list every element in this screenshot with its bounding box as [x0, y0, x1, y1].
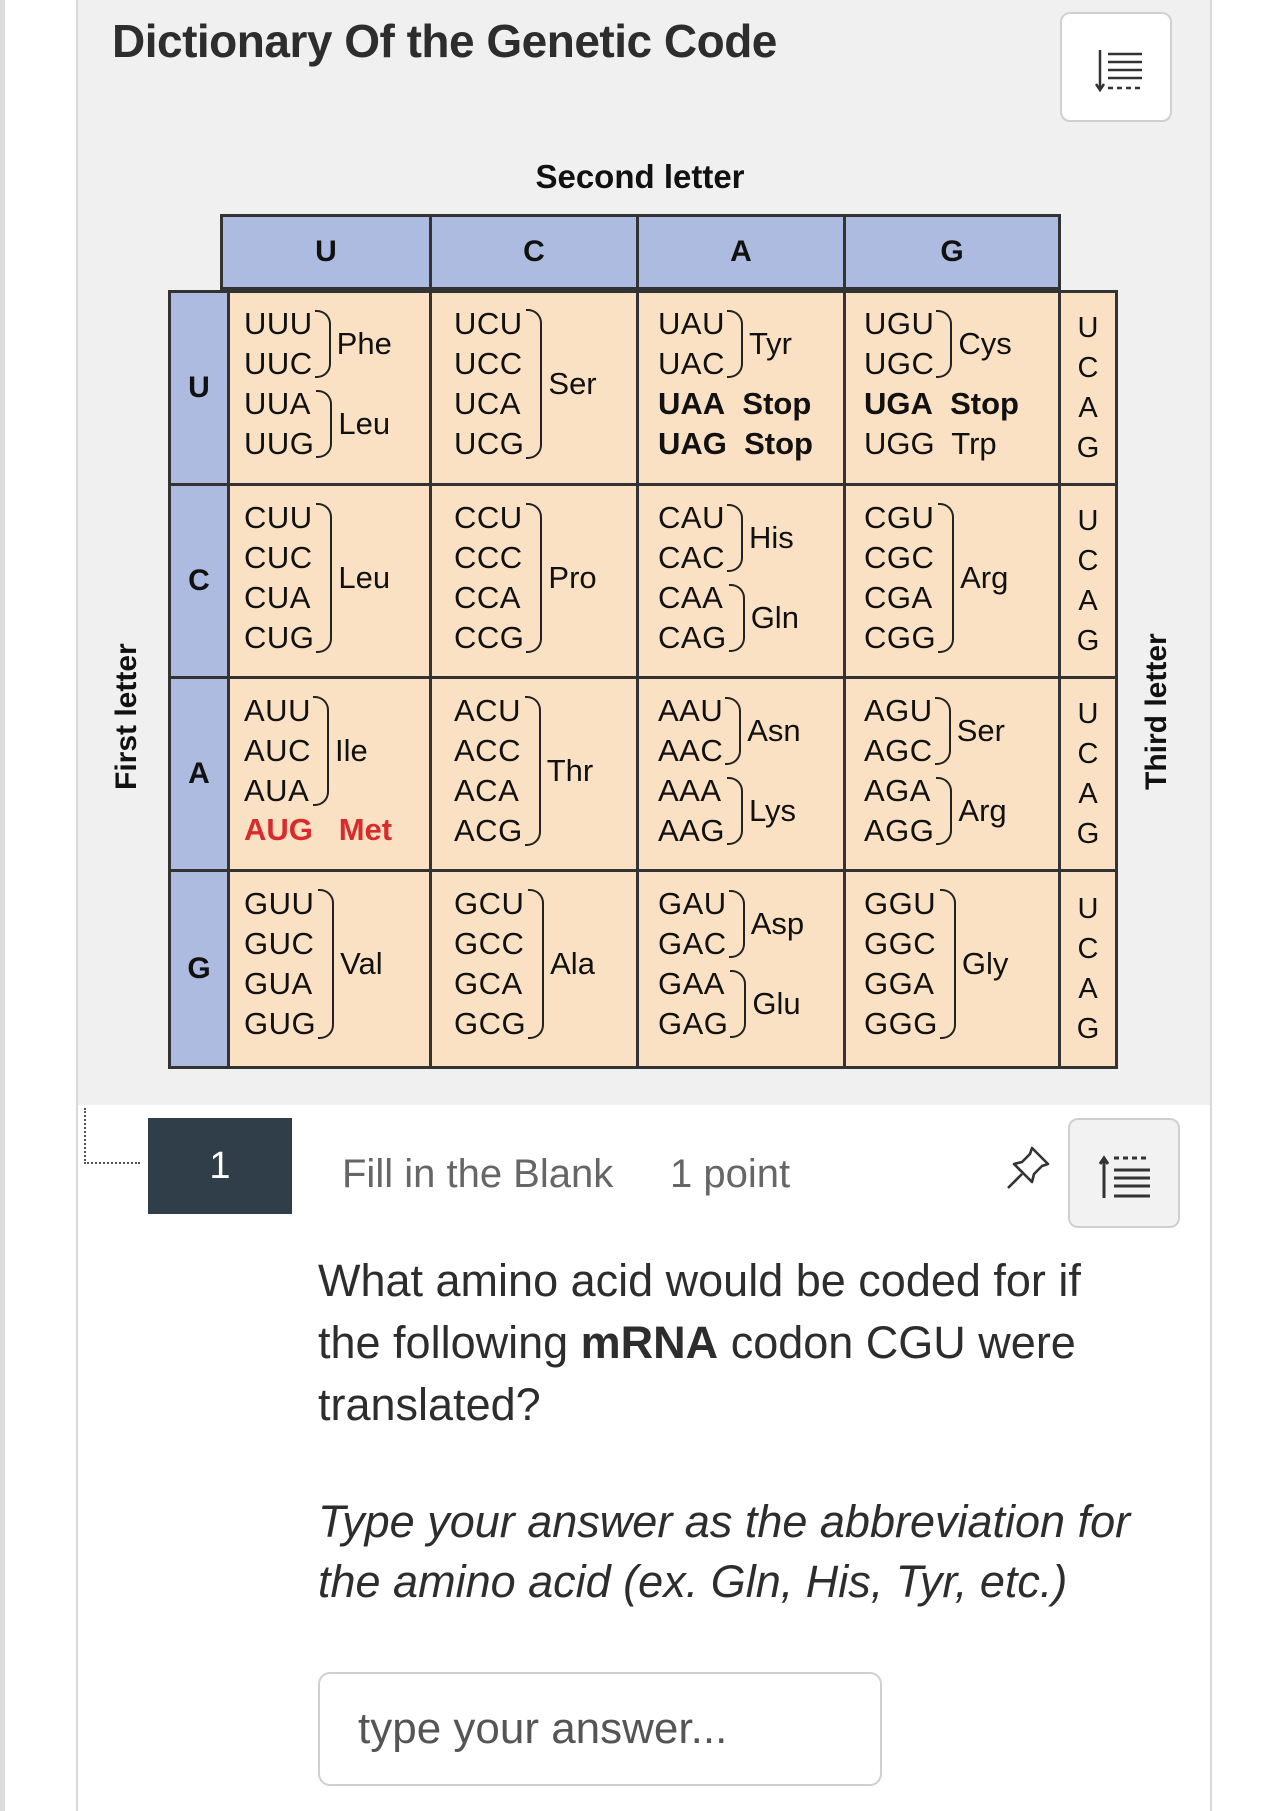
- column-header-u: U: [220, 214, 432, 290]
- codon-group-ile: [244, 691, 368, 811]
- brace: [526, 503, 542, 653]
- codon: UGC: [864, 346, 935, 381]
- codon: GAU: [658, 886, 727, 921]
- codon: CAG: [658, 620, 727, 655]
- amino-acid: Ser: [956, 713, 1005, 748]
- codon-group-pro: [454, 498, 597, 658]
- row-header-g: G: [168, 869, 230, 1069]
- amino-acid: Phe: [336, 326, 392, 361]
- codon: GGG: [864, 1006, 938, 1041]
- question-text-part: codon CGU were translated?: [318, 1317, 1076, 1430]
- codon-group-cys: [864, 304, 1012, 384]
- stop-codon-uga: [864, 386, 1019, 422]
- brace: [729, 584, 745, 652]
- second-letter-label: Second letter: [535, 158, 745, 195]
- codon-group-leu-c: [244, 498, 390, 658]
- codon: CCC: [454, 540, 523, 575]
- codon: GUU: [244, 886, 315, 921]
- codon: CGA: [864, 580, 933, 615]
- third-letter: C: [1077, 933, 1099, 965]
- codon: GGU: [864, 886, 937, 921]
- codon: ACU: [454, 693, 521, 728]
- codon-group-phe: [244, 304, 392, 384]
- codon: AAA: [658, 773, 722, 808]
- codon-group-ser-ag: [864, 691, 1005, 771]
- amino-acid: Ala: [550, 946, 595, 981]
- third-letter-label: Third letter: [1140, 633, 1173, 790]
- question-points: 1 point: [670, 1152, 791, 1196]
- codon: CAU: [658, 500, 725, 535]
- pin-icon: [1000, 1140, 1056, 1196]
- codon: GUG: [244, 1006, 317, 1041]
- codon: CGC: [864, 540, 935, 575]
- codon-group-his: [658, 498, 794, 578]
- codon: CAC: [658, 540, 725, 575]
- brace: [936, 777, 952, 845]
- third-letter: G: [1076, 625, 1100, 657]
- codon: UCG: [454, 426, 525, 461]
- codon: CCU: [454, 500, 523, 535]
- third-letter: A: [1078, 973, 1098, 1005]
- codon: GCG: [454, 1006, 527, 1041]
- codon: AGG: [864, 813, 935, 848]
- codon: UUA: [244, 386, 311, 421]
- codon: UUG: [244, 426, 315, 461]
- codon: AAG: [658, 813, 725, 848]
- third-letter: A: [1078, 392, 1098, 424]
- codon-group-glu: [658, 964, 801, 1044]
- codon: GAA: [658, 966, 725, 1001]
- codon: GCC: [454, 926, 525, 961]
- stop-codon-uag: [658, 426, 813, 462]
- codon: CCA: [454, 580, 521, 615]
- question-text-part: What amino acid would be coded for if the following: [318, 1255, 1081, 1368]
- codon: ACC: [454, 733, 521, 768]
- brace: [730, 970, 746, 1038]
- brace: [938, 503, 954, 653]
- third-letter-column-g: [1058, 869, 1118, 1069]
- third-letter: A: [1078, 778, 1098, 810]
- amino-acid: Pro: [548, 560, 597, 595]
- amino-acid: Leu: [338, 406, 391, 441]
- third-letter: U: [1077, 698, 1099, 730]
- brace: [936, 310, 952, 378]
- codon-group-tyr: [658, 304, 792, 384]
- brace: [315, 310, 331, 378]
- codon: GUC: [244, 926, 315, 961]
- codon: ACG: [454, 813, 523, 848]
- question-text: [318, 1250, 1148, 1436]
- codon-group-arg: [864, 498, 1008, 658]
- codon: GGA: [864, 966, 935, 1001]
- codon-group-lys: [658, 771, 796, 851]
- codon-group-asp: [658, 884, 804, 964]
- codon: GAG: [658, 1006, 729, 1041]
- third-letter: U: [1077, 505, 1099, 537]
- brace: [727, 504, 743, 572]
- third-letter: C: [1077, 545, 1099, 577]
- codon: UUU: [244, 306, 313, 341]
- codon-group-leu: [244, 384, 390, 464]
- third-letter-column-a: [1058, 676, 1118, 872]
- brace: [526, 309, 542, 459]
- codon: UGU: [864, 306, 935, 341]
- amino-acid: His: [748, 520, 794, 555]
- codon: GCU: [454, 886, 525, 921]
- amino-acid: Tyr: [748, 326, 793, 361]
- amino-acid: Stop: [744, 426, 813, 461]
- third-letter-column-c: [1058, 483, 1118, 679]
- codon: UAA: [658, 386, 726, 421]
- third-letter: A: [1078, 585, 1098, 617]
- amino-acid: Arg: [958, 793, 1007, 828]
- amino-acid: Leu: [338, 560, 391, 595]
- amino-acid: Thr: [546, 753, 594, 788]
- codon: ACA: [454, 773, 520, 808]
- third-letter: U: [1077, 893, 1099, 925]
- codon-ugg-trp: [864, 426, 997, 462]
- third-letter: G: [1076, 1013, 1100, 1045]
- question-text-bold: mRNA: [580, 1317, 719, 1368]
- brace: [313, 696, 329, 806]
- third-letter: G: [1076, 818, 1100, 850]
- codon: UAU: [658, 306, 725, 341]
- codon: AGU: [864, 693, 933, 728]
- amino-acid: Lys: [748, 793, 797, 828]
- codon-group-ala: [454, 884, 595, 1044]
- amino-acid: Arg: [960, 560, 1009, 595]
- amino-acid: Val: [340, 946, 383, 981]
- column-header-c: C: [429, 214, 639, 290]
- brace: [525, 696, 541, 846]
- question-type: Fill in the Blank: [342, 1152, 614, 1196]
- row-header-a: A: [168, 676, 230, 872]
- codon: AAC: [658, 733, 724, 768]
- third-letter: C: [1077, 738, 1099, 770]
- amino-acid: Asn: [747, 713, 801, 748]
- amino-acid: Met: [338, 812, 393, 847]
- codon: CGG: [864, 620, 937, 655]
- stop-codon-uaa: [658, 386, 811, 422]
- codon: CAA: [658, 580, 724, 615]
- answer-input[interactable]: [318, 1672, 882, 1786]
- third-letter: U: [1077, 312, 1099, 344]
- brace: [316, 503, 332, 653]
- codon: UGA: [864, 386, 933, 421]
- brace: [725, 697, 741, 765]
- codon: UCA: [454, 386, 521, 421]
- codon: AUA: [244, 773, 310, 808]
- amino-acid: Glu: [752, 986, 801, 1021]
- amino-acid: Trp: [951, 426, 997, 461]
- third-letter: G: [1076, 432, 1100, 464]
- codon: AUG: [244, 812, 313, 847]
- codon-group-asn: [658, 691, 801, 771]
- row-header-u: U: [168, 290, 230, 486]
- codon-group-arg-ag: [864, 771, 1007, 851]
- codon: AGC: [864, 733, 933, 768]
- brace: [729, 890, 745, 958]
- amino-acid: Cys: [958, 326, 1012, 361]
- codon: CUU: [244, 500, 313, 535]
- amino-acid: Asp: [750, 906, 805, 941]
- codon: GCA: [454, 966, 523, 1001]
- codon: GAC: [658, 926, 727, 961]
- list-icon: [1070, 1120, 1178, 1226]
- column-header-g: G: [843, 214, 1061, 290]
- codon: UCU: [454, 306, 523, 341]
- codon: AAU: [658, 693, 724, 728]
- codon: GUA: [244, 966, 313, 1001]
- codon: AUC: [244, 733, 311, 768]
- brace: [316, 390, 332, 458]
- codon-group-gln: [658, 578, 799, 658]
- amino-acid: Stop: [950, 386, 1019, 421]
- question-list-button[interactable]: [1068, 1118, 1180, 1228]
- codon: AUU: [244, 693, 311, 728]
- row-header-c: C: [168, 483, 230, 679]
- column-header-a: A: [636, 214, 846, 290]
- brace: [935, 697, 951, 765]
- codon-group-ser: [454, 304, 597, 464]
- brace: [318, 889, 334, 1039]
- info-title: Dictionary Of the Genetic Code: [112, 15, 777, 67]
- codon: CUG: [244, 620, 315, 655]
- brace: [727, 310, 743, 378]
- codon: UAG: [658, 426, 727, 461]
- codon-group-gly: [864, 884, 1008, 1044]
- amino-acid: Gly: [961, 946, 1009, 981]
- start-codon-aug: [244, 812, 392, 848]
- question-hint: Type your answer as the abbreviation for the amino acid (ex. Gln, His, Tyr, etc.): [318, 1496, 1131, 1607]
- codon: GGC: [864, 926, 937, 961]
- codon: CCG: [454, 620, 525, 655]
- first-letter-label: First letter: [110, 643, 143, 790]
- question-number[interactable]: 1: [148, 1118, 292, 1214]
- codon: UGG: [864, 426, 935, 461]
- codon-group-thr: [454, 691, 593, 851]
- codon-grid: [168, 214, 1120, 1070]
- codon: UUC: [244, 346, 313, 381]
- amino-acid: Stop: [742, 386, 812, 421]
- amino-acid: Ser: [548, 366, 597, 401]
- amino-acid: Gln: [750, 600, 799, 635]
- codon: CGU: [864, 500, 935, 535]
- brace: [528, 889, 544, 1039]
- amino-acid: Ile: [334, 733, 368, 768]
- third-letter: C: [1077, 352, 1099, 384]
- codon: UAC: [658, 346, 725, 381]
- codon: CUA: [244, 580, 311, 615]
- codon: UCC: [454, 346, 523, 381]
- third-letter-column-u: [1058, 290, 1118, 486]
- codon: AGA: [864, 773, 931, 808]
- pin-button[interactable]: [1000, 1140, 1056, 1196]
- brace: [940, 889, 956, 1039]
- question-connector: [84, 1108, 140, 1164]
- codon: CUC: [244, 540, 313, 575]
- codon-group-val: [244, 884, 383, 1044]
- brace: [727, 777, 743, 845]
